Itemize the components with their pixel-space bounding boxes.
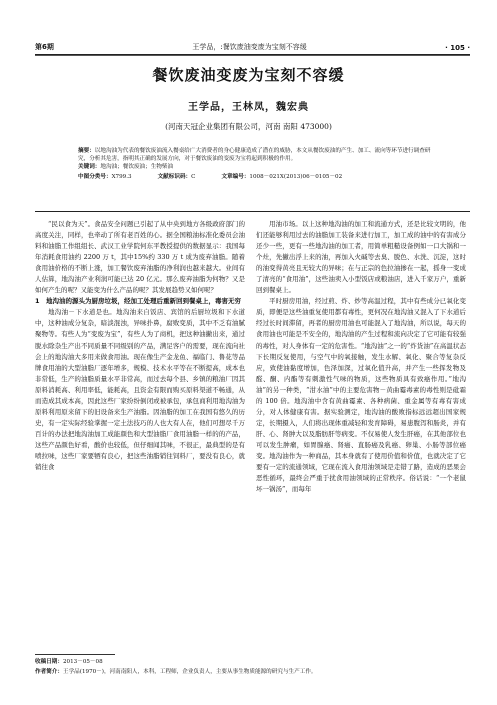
document-code: C	[191, 173, 196, 180]
body-paragraph: 平时厨房用油，经过煎、炸、炒等高温过程，其中有些成分已氧化变质，即便是这些油重复使用都有毒性，更何况在地沟油又混入了下水道后经过长时间滞留，再者的厨房用油也可能混入了地沟油，所以说，每天的食用油也可能是不安全的，地沟油的产生过程和流向决定了它可能有较强的毒性，对人身体有一定的危害性。“地沟油”之一的“炸货油”在高温状态下长期反复使用，与空气中的氧接触，发生水解、氧化、聚合等复杂反应，致使油黏度增加，色泽加深，过氧化值升高，并产生一些挥发物及醛、酮、内酯等有刺激性气味的物质，这些物质具有致癌作用。”地沟油”的另一种类，“泔水油”中的主要危害物－黄曲霉毒素的毒性则是砒霜的 100 倍。地沟油中含有黄曲霉素、各种病菌、重金属等有毒有害成分，对人体健康有害。据实验测定，地沟油的酸败指标远远超出国家规定，长期摄入，人们将出现体重减轻和发育障碍，易患腹泻和肠炎，并有肝、心、肾肿大以及脂肪肝等病变。不仅易使人发生肝癌，在其他部位也可以发生肿瘤，如胃腺癌、肾癌、直肠癌及乳癌、卵巢、小肠等部位癌变。地沟油作为一种商品，其本身就有了使用价值和价值，也就决定了它要有一定的流通领域，它现在流入食用油领域是走错了路，造成的恶果会恶性循环，最终会严重于扰食用油领域的正常秩序。俗话说：“一个老鼠坏一锅汤”，而每年	[256, 297, 466, 494]
abstract-block	[78, 147, 438, 181]
right-column	[256, 219, 466, 495]
article-title: 餐饮废油变废为宝刻不容缓	[152, 66, 345, 84]
header-rule	[35, 55, 470, 56]
page-number: · 105 ·	[445, 44, 470, 52]
abstract-text: 以地沟油为代表的餐饮废油流入餐桌给广大消费者的身心健康造成了潜在的威胁，本文从餐饮废油的产生、加工、流向等环节进行调查研究，分析其危害，指明其正确的发展方向，对于餐饮废油的变废为宝将起到积极的作用。	[78, 148, 431, 163]
classification-line: 中图分类号：X799.3 文献标识码：C 文章编号：1008－021X(2013)06－0105－02	[78, 173, 343, 180]
section-heading: 1 地沟油的源头为厨房垃圾，经加工处理后重新回到餐桌上，毒害无穷	[35, 297, 242, 306]
abstract: 摘要：以地沟油为代表的餐饮废油流入餐桌给广大消费者的身心健康造成了潜在的威胁，本文从餐饮废油的产生、加工、流向等环节进行调查研究，分析其危害，指明其正确的发展方向，对于餐饮废油的变废为宝将起到积极的作用。	[78, 148, 431, 163]
running-title: 王学品，:餐饮废油变废为宝刻不容缓	[192, 43, 307, 51]
body-paragraph: 用油市场。以上这种地沟油的加工和流通方式，还是比较文明的，他们还能够利用过去的油脂加工装备来进行加工，加工成的油中的有害成分还少一些，更有一些地沟油的加工者，用简单粗糙设备例如一口大锅和一个灶，先撇出浮上来的油，再加入火碱等去臭、脱色、水洗、沉淀，这时的油变得黄亮且无较大的异味；在与正宗的色拉油掺在一起，摇身一变成了清亮的“食用油”，这些油卖入小型饭店或粮油店，进入千家万户，重新回到餐桌上。	[256, 220, 466, 295]
left-column	[35, 219, 245, 473]
received-date: 收稿日期：2013－05－08	[35, 659, 103, 665]
footnote-rule	[35, 654, 115, 655]
body-paragraph: 地沟油－下水道是也。地沟油来自饭店、宾馆的后厨垃圾和下水道中，这种油成分复杂，暗淡混浊，异味扑鼻，腐败变质，其中不乏有油腻聚物等。有些人为“变废为宝”，有些人为了商机，把这种油撇出来，通过脱水除杂生产出不同质量不同级别的产品，满足客户的需要，现在流向社会上的地沟油大多用来做食用油。现在像生产金龙鱼、福临门、鲁花等品牌食用油的大型油脂厂逐年增多，规模、技术水平等在不断提高，成本也非常低，生产的油脂质量水平非常高，而过去每个县、乡镇的粮油厂因其原料消耗高、利用率低，能耗高，且资金有限而购买原料渠道不畅通，从而造成其成本高，因此这些厂家纷纷倒闭或被承包，承包商利用地沟油为原料利用原来留下的旧设备来生产油脂。因油脂的加工在我国有悠久的历史，有一定实际经验掌握一定土法技巧的人也大有人在，他们可想尽千万百计的办法把地沟油加工成能颜色和大型油脂厂食用油脂一样的的产品，这些产品颜色好看，酸价也较低，但仔细闻其味，不很正，最典型的是有喷拉味，这些厂家要牺有良心，把这些油脂销往饲料厂，要没有良心，就销往食	[35, 308, 245, 472]
footnote	[35, 657, 455, 677]
author-bio: 作者简介：王学品(1970－)，河南南阳人，本科，工程师，企业负责人，主要从事生物质能源的研究与生产工作。	[35, 669, 317, 675]
clc-number: X799.3	[111, 173, 132, 180]
affiliation: (河南天冠企业集团有限公司，河南 南阳 473000)	[165, 122, 332, 131]
issue-number: 第6期	[35, 43, 54, 51]
body-paragraph: “民以食为天”。食品安全问题已引起了从中央到地方各级政府部门的高度关注，同样，也牵动了所有老百姓的心。据全国粮油标准化委员会油料和油脂工作组组长、武汉工业学院何东平教授提供的数据显示：我国每年消耗食用油约 2200 万 t，其中15%约 330 万 t 成为废弃油脂。随着食用油价格的不断上涨，加工餐饮废弃油脂的净利润也越来越大。业间有人估算，地沟油产业利润可能已达 20 亿元。那么废弃油脂为何物？又是如何产生的呢？又能变为什么产品的呢？其发展趋势又如何呢？	[35, 220, 245, 295]
running-header	[35, 38, 470, 55]
abstract-rule	[35, 211, 470, 212]
authors: 王学品，王林凤，魏宏典	[188, 102, 309, 113]
keywords: 关键词：地沟油；餐饮废油；生物柴油	[78, 164, 174, 171]
article-number: 1008－021X(2013)06－0105－02	[249, 173, 343, 180]
